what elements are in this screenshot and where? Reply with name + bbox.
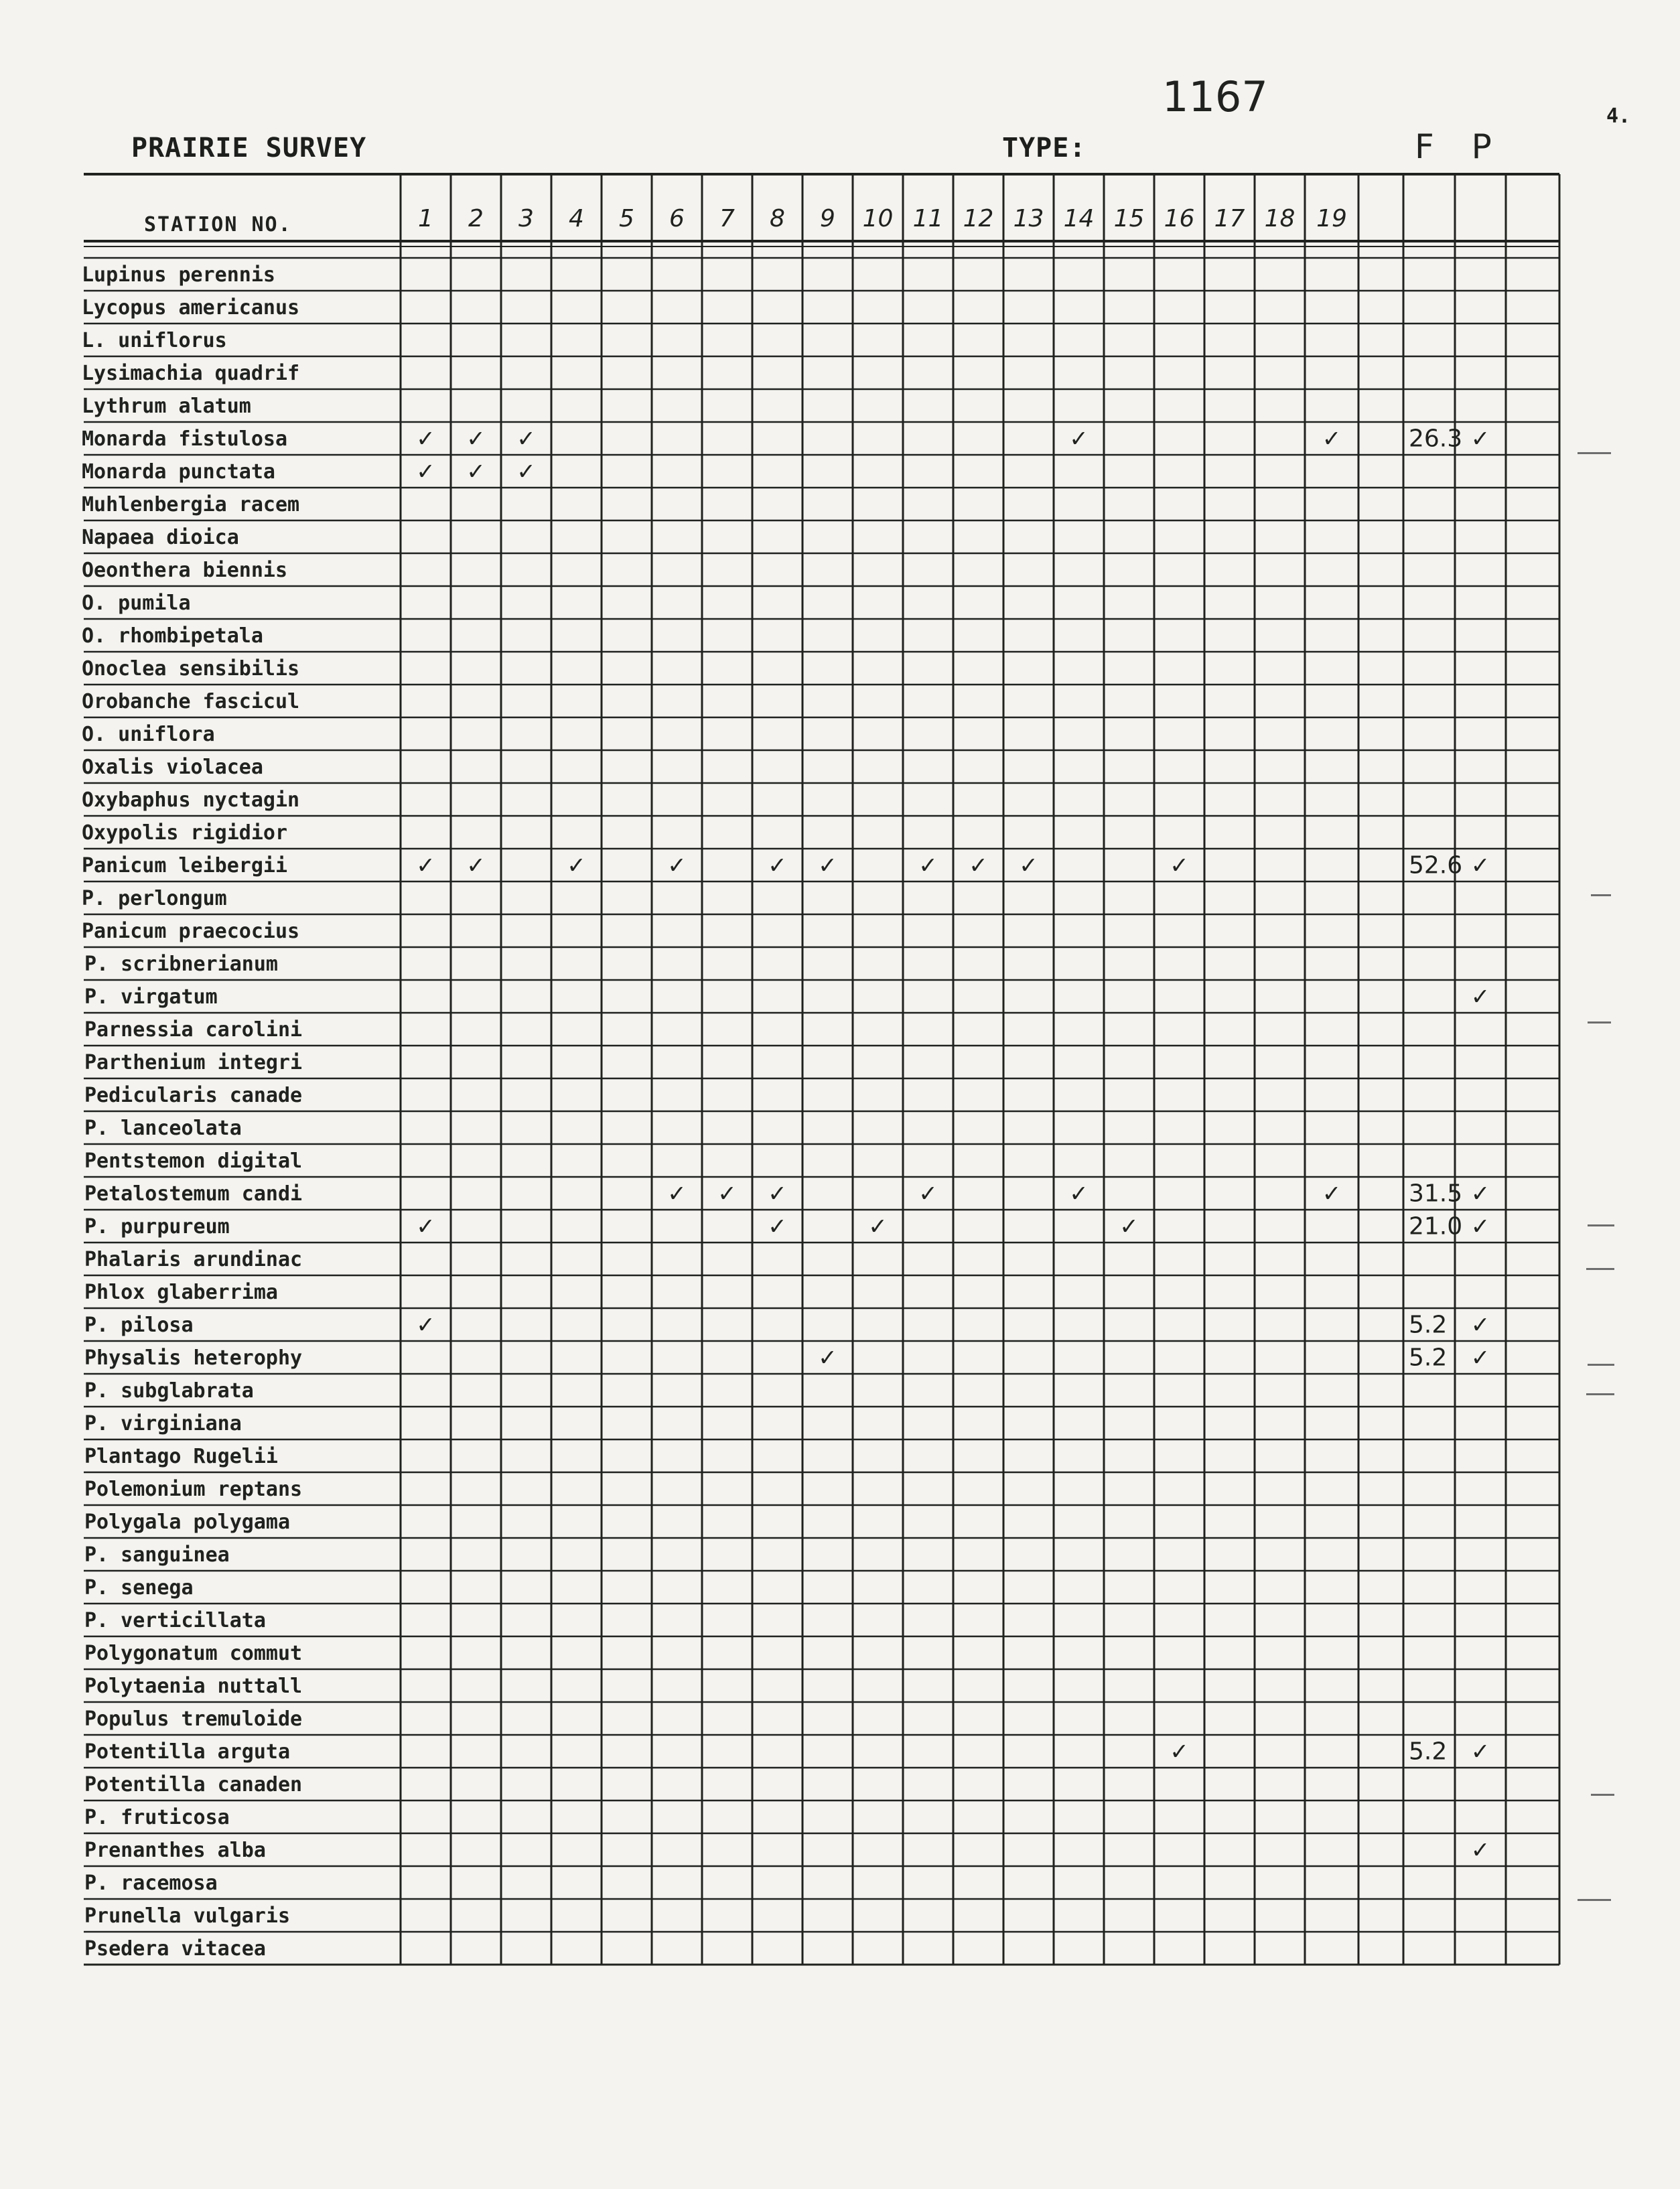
station-number: 8 [770, 205, 785, 232]
station-number: 17 [1214, 205, 1245, 232]
station-number: 14 [1063, 205, 1095, 232]
species-name: Pentstemon digital [84, 1149, 303, 1173]
species-name: O. rhombipetala [82, 624, 263, 648]
species-name: Oxybaphus nyctagin [82, 788, 300, 812]
cover-value: 52.6 [1409, 851, 1463, 879]
species-name: Physalis heterophy [84, 1346, 303, 1370]
species-name: Phalaris arundinac [84, 1248, 303, 1271]
species-name: Lythrum alatum [82, 395, 251, 418]
margin-tick [1586, 1268, 1614, 1270]
check-mark: ✓ [1470, 983, 1490, 1011]
survey-title: PRAIRIE SURVEY [131, 133, 367, 163]
check-mark: ✓ [667, 1180, 687, 1208]
species-name: Polygala polygama [84, 1510, 291, 1534]
species-name: O. pumila [82, 591, 191, 615]
species-name: L. uniflorus [82, 329, 227, 352]
species-name: Potentilla arguta [84, 1740, 291, 1764]
species-name: Oeonthera biennis [82, 559, 288, 582]
check-mark: ✓ [416, 1312, 435, 1339]
cover-value: 5.2 [1409, 1344, 1448, 1372]
species-name: Muhlenbergia racem [82, 493, 300, 516]
station-number: 2 [468, 205, 484, 232]
species-name: Potentilla canaden [84, 1773, 303, 1796]
margin-tick [1588, 1021, 1611, 1023]
species-name: Lycopus americanus [82, 296, 300, 320]
species-name: P. purpureum [84, 1215, 230, 1239]
check-mark: ✓ [818, 1344, 837, 1372]
species-name: Polytaenia nuttall [84, 1675, 303, 1698]
check-mark: ✓ [768, 1213, 787, 1241]
species-name: Phlox glaberrima [84, 1281, 278, 1304]
station-number: 7 [719, 205, 735, 232]
species-name: Parthenium integri [84, 1051, 303, 1074]
species-name: Monarda fistulosa [82, 427, 288, 451]
species-name: Lupinus perennis [82, 263, 275, 287]
check-mark: ✓ [1322, 425, 1342, 453]
species-name: P. verticillata [84, 1609, 266, 1632]
species-name: Prenanthes alba [84, 1839, 266, 1862]
check-mark: ✓ [1470, 1213, 1490, 1241]
species-name: Polemonium reptans [84, 1478, 303, 1501]
station-number: 16 [1164, 205, 1195, 232]
margin-tick [1591, 1794, 1614, 1796]
check-mark: ✓ [667, 852, 687, 879]
page-number: 4. [1606, 104, 1631, 128]
species-name: P. pilosa [84, 1314, 194, 1337]
station-number: 1 [418, 205, 433, 232]
check-mark: ✓ [416, 852, 435, 879]
check-mark: ✓ [416, 1213, 435, 1241]
check-mark: ✓ [1470, 1344, 1490, 1372]
check-mark: ✓ [1470, 852, 1490, 879]
check-mark: ✓ [1170, 852, 1189, 879]
station-number: 18 [1264, 205, 1296, 232]
cover-value: 26.3 [1409, 425, 1463, 453]
cover-value: 5.2 [1409, 1311, 1448, 1339]
species-name: P. virginiana [84, 1412, 242, 1435]
station-number: 4 [569, 205, 584, 232]
species-name: Panicum leibergii [82, 854, 288, 877]
check-mark: ✓ [1470, 1180, 1490, 1208]
species-name: P. scribnerianum [84, 952, 278, 976]
cover-value: 21.0 [1409, 1212, 1463, 1241]
station-number: 11 [912, 205, 944, 232]
species-name: Lysimachia quadrif [82, 362, 300, 385]
station-number: 9 [820, 205, 835, 232]
check-mark: ✓ [1470, 1837, 1490, 1864]
station-number: 15 [1113, 205, 1145, 232]
check-mark: ✓ [1069, 1180, 1089, 1208]
cover-value: 5.2 [1409, 1738, 1448, 1766]
station-number: 6 [669, 205, 685, 232]
check-mark: ✓ [717, 1180, 737, 1208]
species-name: Napaea dioica [82, 526, 239, 549]
check-mark: ✓ [918, 1180, 938, 1208]
species-name: P. perlongum [82, 887, 227, 910]
species-name: Petalostemum candi [84, 1182, 303, 1206]
cover-value: 31.5 [1409, 1180, 1463, 1208]
margin-tick [1578, 1899, 1611, 1901]
species-name: P. subglabrata [84, 1379, 254, 1403]
species-name: Psedera vitacea [84, 1937, 266, 1961]
check-mark: ✓ [768, 1180, 787, 1208]
species-name: Oxypolis rigidior [82, 821, 288, 845]
check-mark: ✓ [768, 852, 787, 879]
species-name: P. senega [84, 1576, 194, 1600]
check-mark: ✓ [416, 425, 435, 453]
margin-tick [1588, 1364, 1614, 1366]
margin-tick [1591, 894, 1611, 896]
species-name: P. sanguinea [84, 1543, 230, 1567]
species-name: Populus tremuloide [84, 1707, 303, 1731]
check-mark: ✓ [466, 852, 486, 879]
species-name: P. lanceolata [84, 1117, 242, 1140]
species-name: Polygonatum commut [84, 1642, 303, 1665]
check-mark: ✓ [1069, 425, 1089, 453]
species-name: P. racemosa [84, 1872, 218, 1895]
species-name: Pedicularis canade [84, 1084, 303, 1107]
check-mark: ✓ [466, 458, 486, 486]
station-number: 3 [518, 205, 534, 232]
species-name: P. virgatum [84, 985, 218, 1009]
station-number: 13 [1013, 205, 1044, 232]
species-name: Plantago Rugelii [84, 1445, 278, 1468]
check-mark: ✓ [969, 852, 988, 879]
check-mark: ✓ [416, 458, 435, 486]
check-mark: ✓ [516, 425, 536, 453]
species-name: Orobanche fascicul [82, 690, 300, 713]
species-name: Oxalis violacea [82, 756, 263, 779]
margin-tick [1586, 1393, 1614, 1395]
margin-tick [1578, 452, 1611, 454]
check-mark: ✓ [1470, 1738, 1490, 1766]
check-mark: ✓ [1470, 1312, 1490, 1339]
check-mark: ✓ [918, 852, 938, 879]
check-mark: ✓ [868, 1213, 888, 1241]
check-mark: ✓ [516, 458, 536, 486]
check-mark: ✓ [567, 852, 586, 879]
station-number: 12 [963, 205, 994, 232]
check-mark: ✓ [1170, 1738, 1189, 1766]
species-name: Onoclea sensibilis [82, 657, 300, 681]
check-mark: ✓ [1019, 852, 1038, 879]
type-label: TYPE: [1002, 133, 1087, 163]
check-mark: ✓ [818, 852, 837, 879]
species-name: Parnessia carolini [84, 1018, 303, 1042]
check-mark: ✓ [1470, 425, 1490, 453]
species-name: P. fruticosa [84, 1806, 230, 1829]
handwritten-number: 1167 [1162, 72, 1268, 121]
check-mark: ✓ [466, 425, 486, 453]
species-name: Monarda punctata [82, 460, 275, 484]
check-mark: ✓ [1119, 1213, 1139, 1241]
station-number: 10 [862, 205, 894, 232]
station-number: 19 [1316, 205, 1347, 232]
station-number: 5 [619, 205, 634, 232]
station-header: STATION NO. [144, 213, 292, 236]
check-mark: ✓ [1322, 1180, 1342, 1208]
species-name: O. uniflora [82, 723, 215, 746]
species-name: Panicum praecocius [82, 920, 300, 943]
species-name: Prunella vulgaris [84, 1904, 291, 1928]
type-value: F P [1415, 127, 1505, 166]
margin-tick [1588, 1224, 1614, 1226]
